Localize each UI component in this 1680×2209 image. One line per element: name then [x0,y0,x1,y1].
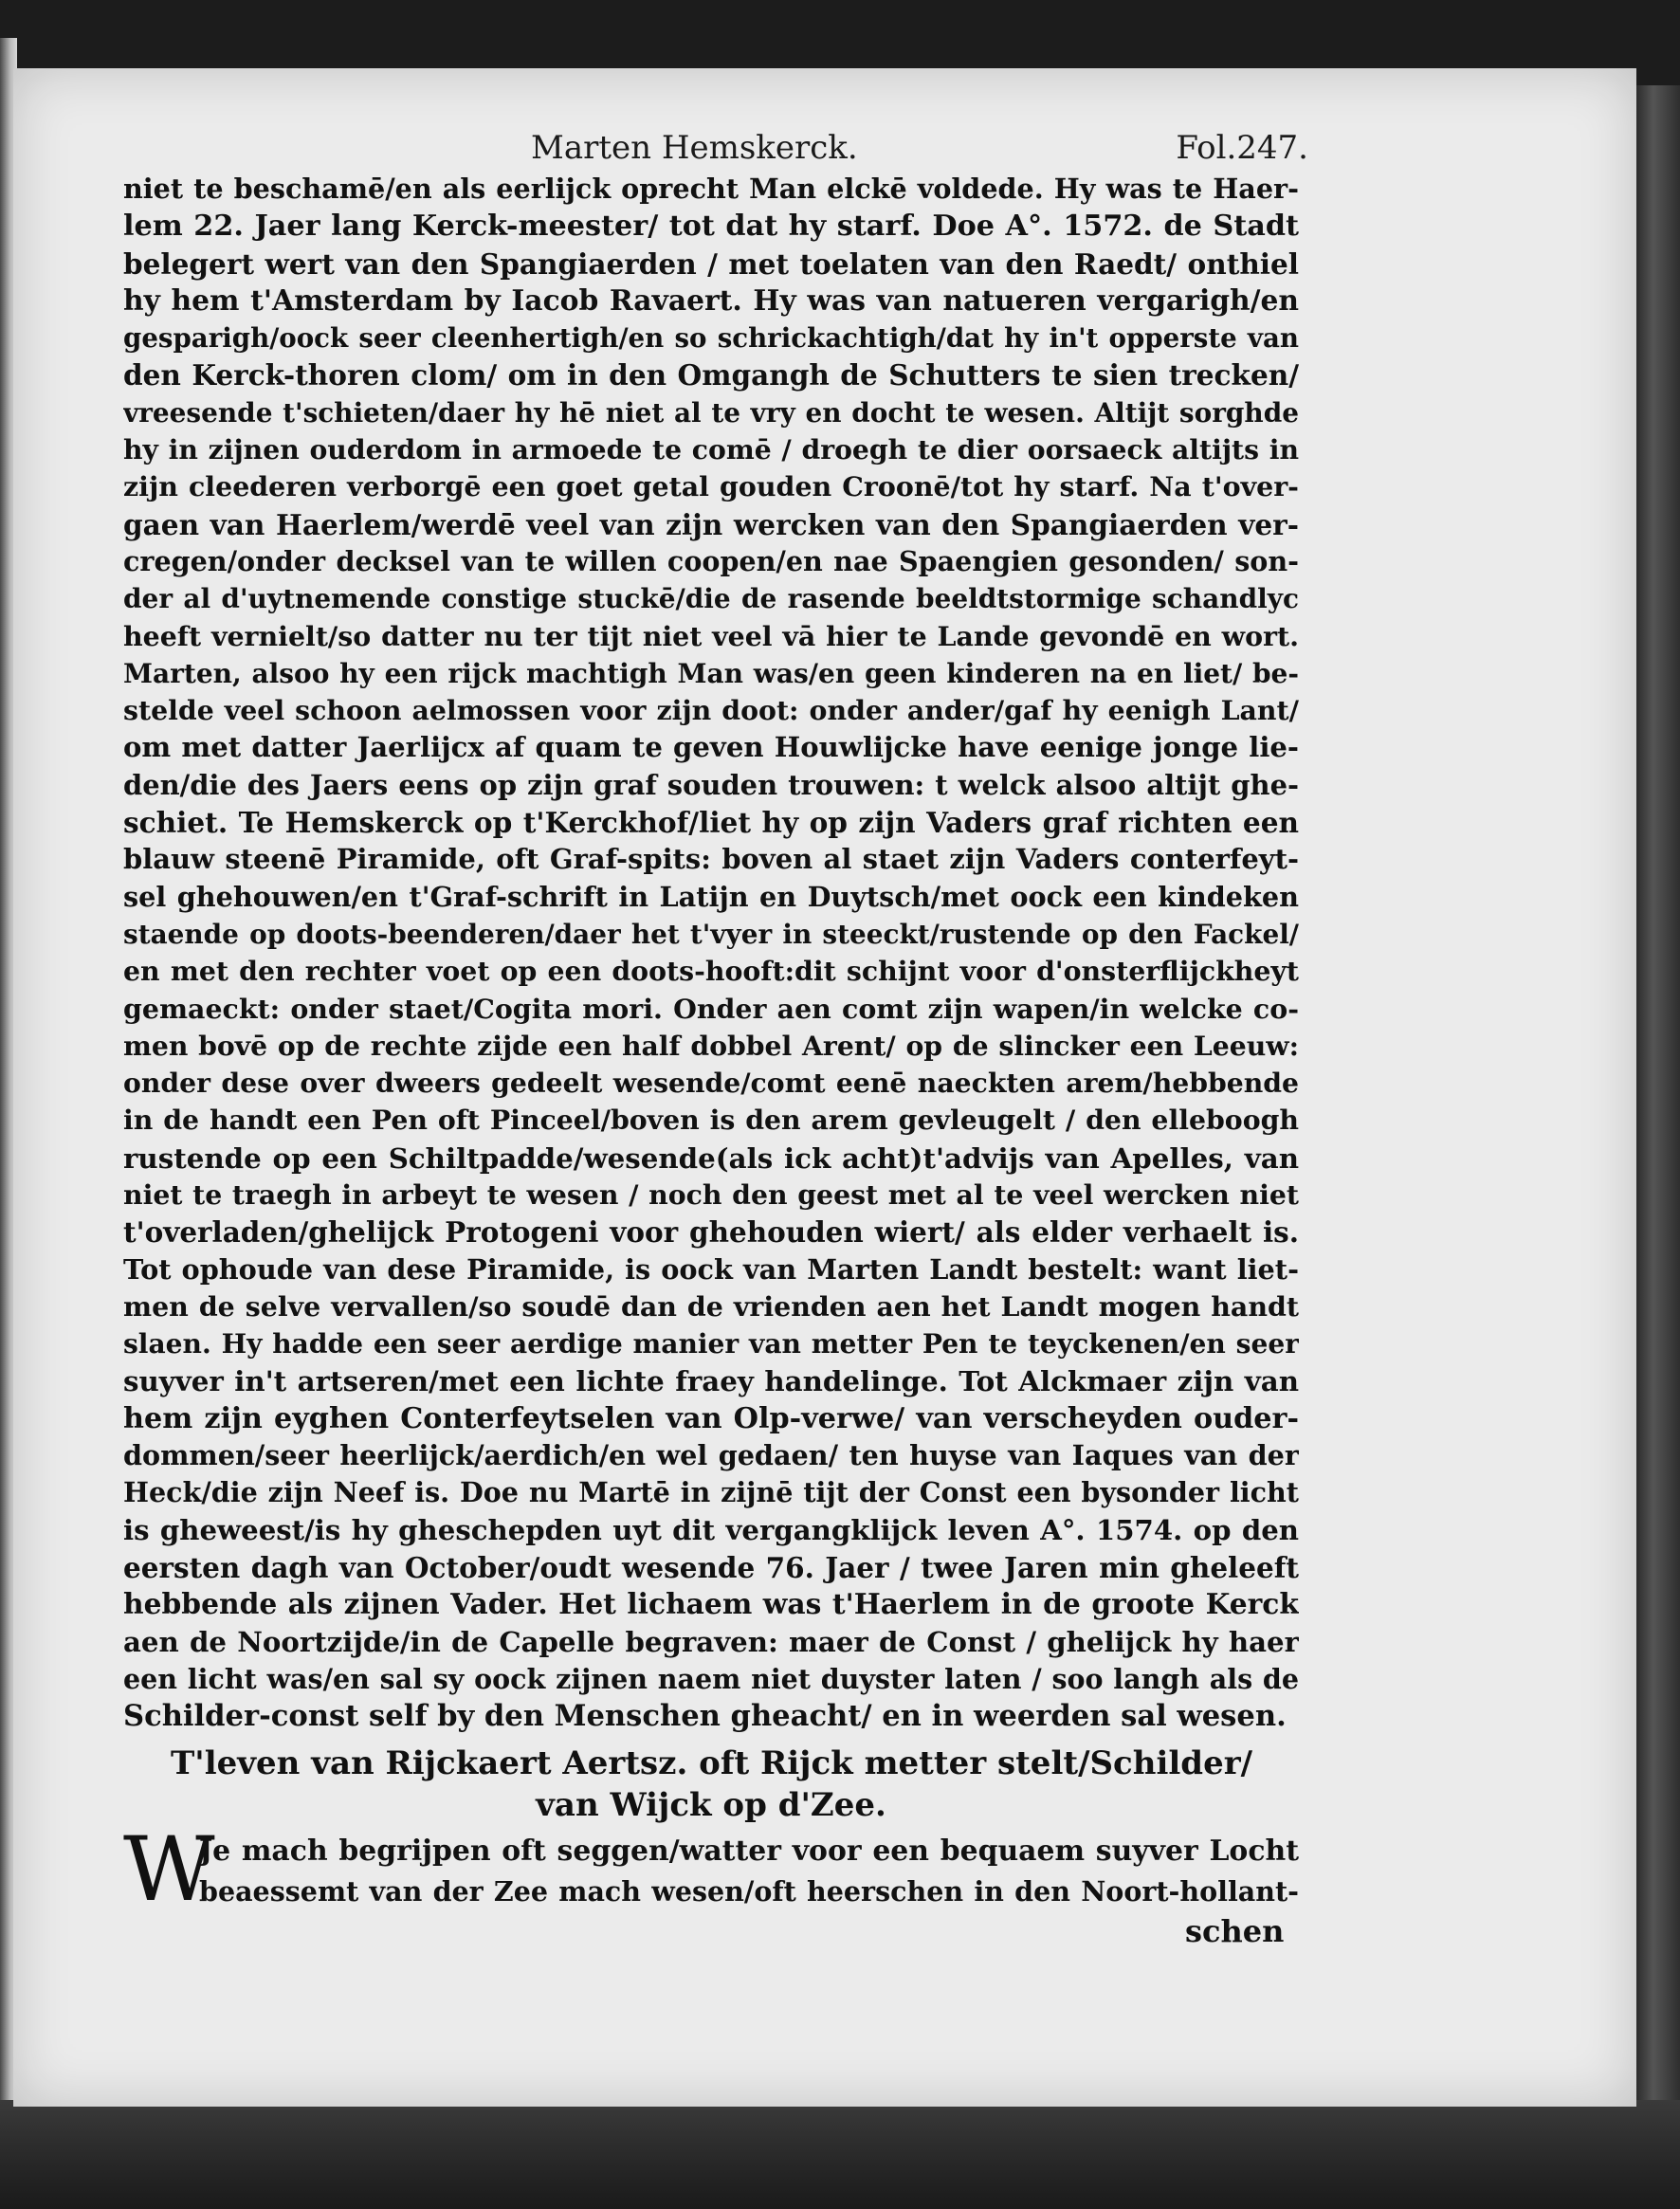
text-line: in de handt een Pen oft Pinceel/boven is den arem gevleugelt / den elleboogh [123,1104,1299,1137]
text-line: hy in zijnen ouderdom in armoede te comē / droegh te dier oorsaeck altijts in [123,433,1299,466]
text-line: stelde veel schoon aelmossen voor zijn doot: onder ander/gaf hy eenigh Lant/ [123,694,1299,727]
book-cover-edge [1635,85,1680,2114]
text-line: cregen/onder decksel van te willen coopen/en nae Spaengien gesonden/ son- [123,544,1299,577]
text-line: zijn cleederen verborgē een goet getal gouden Croonē/tot hy starf. Na t'over- [123,470,1299,503]
text-line: gemaeckt: onder staet/Cogita mori. Onder aen comt zijn wapen/in welcke co- [123,992,1299,1025]
text-line: is gheweest/is hy gheschepden uyt dit vergangklijck leven A°. 1574. op den [123,1513,1299,1546]
text-line: Tot ophoude van dese Piramide, is oock van Marten Landt bestelt: want liet- [123,1252,1299,1286]
text-line: sel ghehouwen/en t'Graf-schrift in Latijn en Duytsch/met oock een kindeken [123,880,1299,913]
text-line: hebbende als zijnen Vader. Het lichaem was t'Haerlem in de groote Kerck [123,1588,1299,1622]
text-line: Heck/die zijn Neef is. Doe nu Martē in zijnē tijt der Const een bysonder licht [123,1476,1299,1509]
text-line: niet te beschamē/en als eerlijck oprecht Man elckē voldede. Hy was te Haer- [123,173,1299,205]
text-line: men bovē op de rechte zijde een half dobbel Arent/ op de slincker een Leeuw: [123,1029,1299,1062]
page-header [531,129,1308,176]
text-line: vreesende t'schieten/daer hy hē niet al te vry en docht te wesen. Altijt sorghde [123,396,1299,429]
text-line: blauw steenē Piramide, oft Graf-spits: boven al staet zijn Vaders conterfeyt- [123,843,1299,876]
text-line: suyver in't artseren/met een lichte fraey handelinge. Tot Alckmaer zijn van [123,1364,1299,1397]
text-line: den Kerck-thoren clom/ om in den Omgangh de Schutters te sien trecken/ [123,358,1299,393]
text-line: belegert wert van den Spangiaerden / met toelaten van den Raedt/ onthiel [123,246,1299,281]
text-line: om met datter Jaerlijcx af quam te geven Houwlijcke have eenige jonge lie- [123,731,1299,764]
catchword: schen [1185,1913,1285,1949]
text-line: den/die des Jaers eens op zijn graf souden trouwen: t welck alsoo altijt ghe- [123,768,1299,801]
text-line: gesparigh/oock seer cleenhertigh/en so schrickachtigh/dat hy in't opperste van [123,322,1299,355]
text-line: slaen. Hy hadde een seer aerdige manier van metter Pen te teyckenen/en seer [123,1328,1299,1360]
section-title-line: T'leven van Rijckaert Aertsz. oft Rijck metter stelt/Schilder/ [171,1744,1253,1782]
text-line: eersten dagh van October/oudt wesende 76. Jaer / twee Jaren min gheleeft [123,1550,1299,1584]
text-line: beaessemt van der Zee mach wesen/oft heerschen in den Noort-hollant- [199,1875,1299,1908]
text-line: niet te traegh in arbeyt te wesen / noch den geest met al te veel wercken niet [123,1178,1299,1212]
text-line: men de selve vervallen/so soudē dan de vrienden aen het Landt mogen handt [123,1289,1299,1323]
text-line: onder dese over dweers gedeelt wesende/comt eenē naeckten arem/hebbende [123,1067,1299,1100]
text-line: en met den rechter voet op een doots-hooft:dit schijnt voor d'onsterflijckheyt [123,955,1299,988]
text-line: der al d'uytnemende constige stuckē/die de rasende beeldtstormige schandlyc [123,583,1299,615]
text-line: lem 22. Jaer lang Kerck-meester/ tot dat hy starf. Doe A°. 1572. de Stadt [123,210,1299,244]
section-title [171,1743,1251,1826]
body-text [123,171,1299,1735]
text-line: een licht was/en sal sy oock zijnen naem niet duyster laten / soo langh als de [123,1662,1299,1695]
text-line: dommen/seer heerlijck/aerdich/en wel gedaen/ ten huyse van Iaques van der [123,1439,1299,1472]
text-line: rustende op een Schiltpadde/wesende(als ick acht)t'advijs van Apelles, van [123,1141,1299,1175]
text-line: gaen van Haerlem/werdē veel van zijn wercken van den Spangiaerden ver- [123,507,1299,541]
book-bottom-edge [0,2100,1680,2209]
running-title: Marten Hemskerck. [531,129,858,167]
text-line: t'overladen/ghelijck Protogeni voor ghehouden wiert/ als elder verhaelt is. [123,1215,1299,1250]
text-line: heeft vernielt/so datter nu ter tijt niet veel vā hier te Lande gevondē en wort. [123,619,1299,652]
folio-number: Fol.247. [1176,129,1308,167]
text-line: hy hem t'Amsterdam by Iacob Ravaert. Hy was van natueren vergarigh/en [123,283,1299,318]
paragraph-opening [123,1818,1299,1922]
text-line: hem zijn eyghen Conterfeytselen van Olp-verwe/ van verscheyden ouder- [123,1401,1299,1435]
drop-cap: W [123,1818,215,1922]
text-line: Je mach begrijpen oft seggen/watter voor een bequaem suyver Locht [199,1835,1299,1868]
text-line: Schilder-const self by den Menschen gheacht/ en in weerden sal wesen. [123,1699,1287,1734]
text-line: Marten, alsoo hy een rijck machtigh Man was/en geen kinderen na en liet/ be- [123,657,1299,689]
text-line: staende op doots-beenderen/daer het t'vyer in steeckt/rustende op den Fackel/ [123,918,1299,950]
text-line: schiet. Te Hemskerck op t'Kerckhof/liet hy op zijn Vaders graf richten een [123,806,1299,840]
section-title-line: van Wijck op d'Zee. [536,1786,886,1824]
text-line: aen de Noortzijde/in de Capelle begraven: maer de Const / ghelijck hy haer [123,1625,1299,1658]
